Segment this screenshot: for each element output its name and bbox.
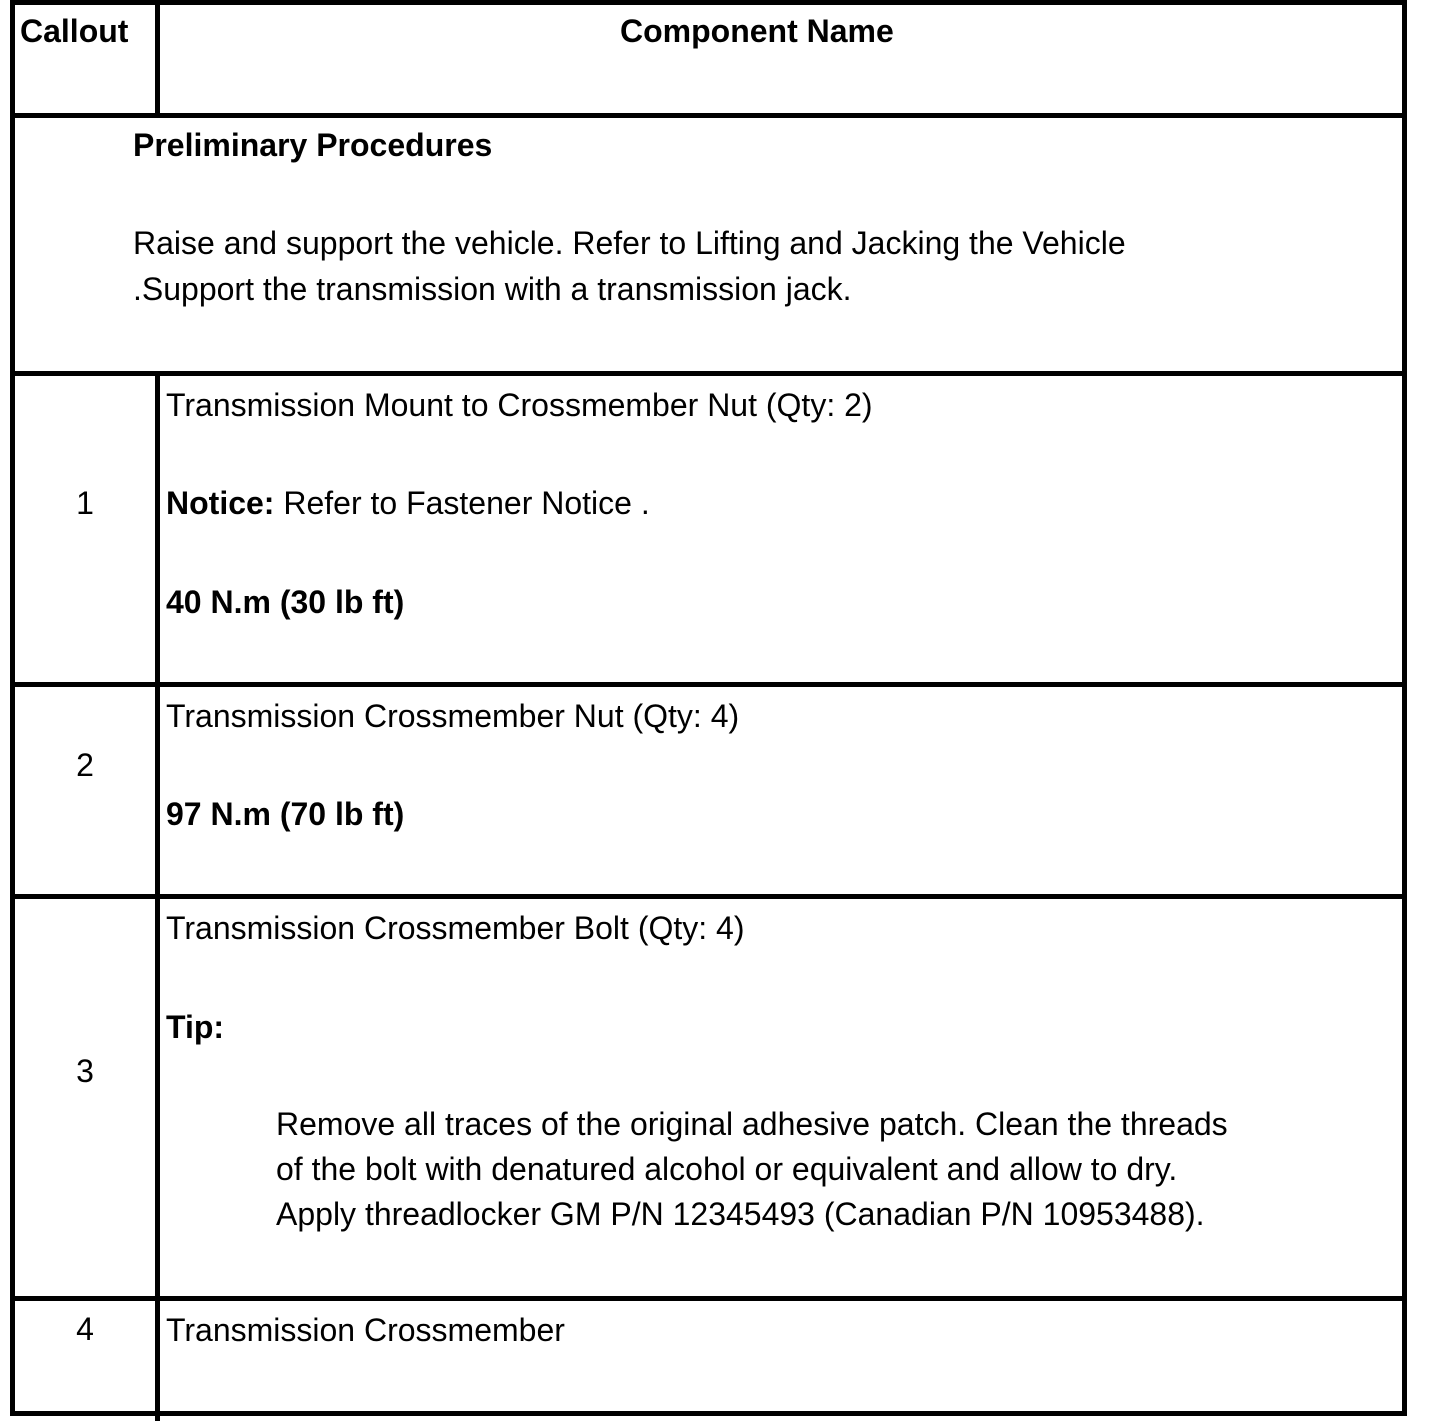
notice-1 (166, 481, 1394, 525)
torque-1: 40 N.m (30 lb ft) (166, 584, 405, 620)
tip-label: Tip: (166, 1009, 225, 1045)
header-component-name: Component Name (620, 13, 894, 49)
component-name-4: Transmission Crossmember (166, 1312, 565, 1348)
torque-2: 97 N.m (70 lb ft) (166, 796, 405, 832)
component-name-3: Transmission Crossmember Bolt (Qty: 4) (166, 910, 745, 946)
row-divider (15, 682, 1402, 687)
tip-line-1: Remove all traces of the original adhesive patch. Clean the threads (276, 1106, 1228, 1142)
notice-text: Refer to Fastener Notice . (274, 485, 650, 521)
preliminary-title: Preliminary Procedures (133, 127, 493, 163)
torque-spec-table (10, 0, 1407, 1416)
notice-label: Notice: (166, 485, 275, 521)
callout-4: 4 (76, 1311, 94, 1347)
row-divider (15, 113, 1402, 118)
component-name-1: Transmission Mount to Crossmember Nut (Qty: 2) (166, 387, 873, 423)
row-divider (15, 371, 1402, 376)
preliminary-line-2: .Support the transmission with a transmission jack. (133, 271, 852, 307)
callout-1: 1 (76, 485, 94, 521)
tip-line-2: of the bolt with denatured alcohol or equivalent and allow to dry. (276, 1151, 1178, 1187)
header-callout: Callout (20, 13, 129, 49)
tip-line-3: Apply threadlocker GM P/N 12345493 (Canadian P/N 10953488). (276, 1196, 1205, 1232)
row-divider (15, 894, 1402, 899)
callout-3: 3 (76, 1053, 94, 1089)
callout-2: 2 (76, 747, 94, 783)
preliminary-line-1: Raise and support the vehicle. Refer to Lifting and Jacking the Vehicle (133, 225, 1126, 261)
header-divider (155, 5, 160, 115)
component-name-2: Transmission Crossmember Nut (Qty: 4) (166, 698, 740, 734)
row-divider (15, 1296, 1402, 1301)
